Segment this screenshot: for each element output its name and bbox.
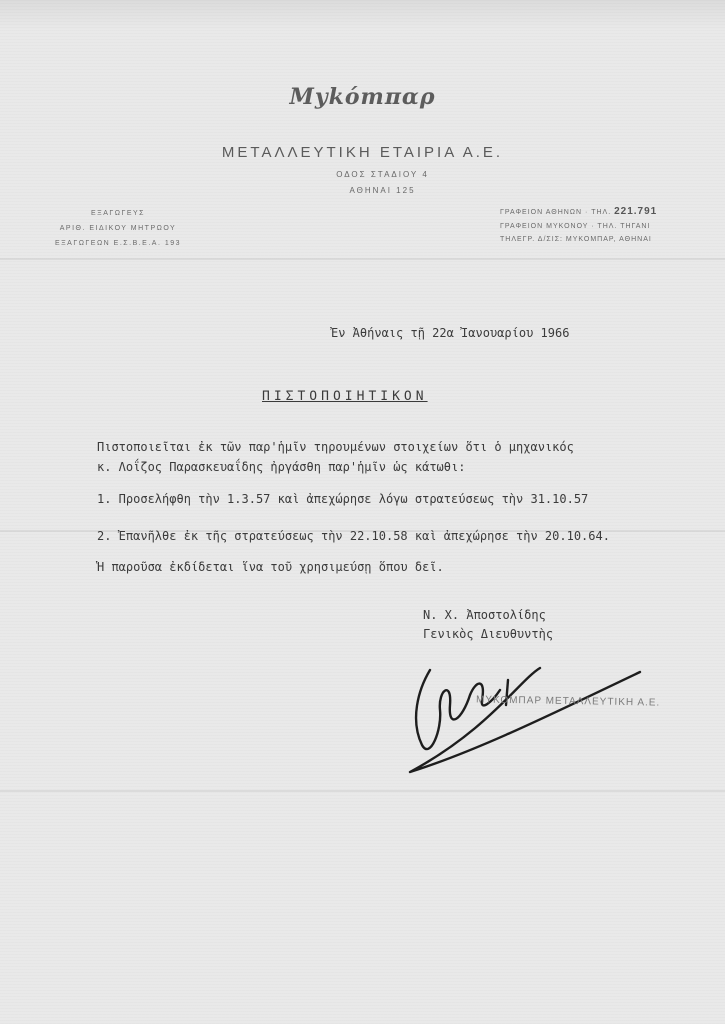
contact-info [500, 206, 690, 249]
company-name: ΜΕΤΑΛΛΕΥΤΙΚΗ ΕΤΑΙΡΙΑ Α.Ε. [221, 144, 504, 161]
company-logo: Μykόmπαρ [289, 84, 436, 110]
address-street: ΟΔΟΣ ΣΤΑΔΙΟΥ 4 [336, 170, 429, 179]
employment-item-1: 1. Προσελήφθη τὴν 1.3.57 καὶ ἀπεχώρησε λόγω στρατεύσεως τὴν 31.10.57 [97, 492, 589, 506]
athens-phone: 221.791 [614, 206, 658, 217]
exporter-line: ΑΡΙΘ. ΕΙΔΙΚΟΥ ΜΗΤΡΩΟΥ [59, 225, 177, 232]
handwritten-signature [390, 650, 650, 780]
signer-name: Ν. Χ. Ἀποστολίδης [423, 608, 546, 622]
letter-date: Ἐν Ἀθήναις τῇ 22α Ἰανουαρίου 1966 [331, 326, 570, 340]
exporter-line: ΕΞΑΓΩΓΕΥΣ [91, 210, 145, 217]
closing-sentence: Ἡ παροῦσα ἐκδίδεται ἵνα τοῦ χρησιμεύσῃ ὅπου δεῖ. [97, 560, 444, 574]
company-stamp: ΜΥΚΟΜΠΑΡ ΜΕΤΑΛΛΕΥΤΙΚΗ Α.Ε. [475, 694, 661, 709]
employment-item-2: 2. Ἐπανῆλθε ἐκ τῆς στρατεύσεως τὴν 22.10.58 καὶ ἀπεχώρησε τὴν 20.10.64. [97, 529, 610, 543]
paper-fold [0, 790, 725, 792]
exporter-info [28, 210, 208, 255]
exporter-line: ΕΞΑΓΩΓΕΩΝ Ε.Σ.Β.Ε.Α. 193 [54, 240, 182, 247]
paper-fold [0, 258, 725, 260]
body-paragraph-line: Πιστοποιεῖται ἐκ τῶν παρ'ἡμῖν τηρουμένων στοιχείων ὅτι ὁ μηχανικός [97, 440, 574, 454]
signer-title: Γενικὸς Διευθυντὴς [423, 627, 554, 641]
document-title: ΠΙΣΤΟΠΟΙΗΤΙΚΟΝ [262, 389, 428, 404]
address-city: ΑΘΗΝΑΙ 125 [349, 186, 416, 195]
body-paragraph-line: κ. Λοΐζος Παρασκευαΐδης ἠργάσθη παρ'ἡμῖν ὡς κάτωθι: [97, 460, 466, 474]
athens-office-line [500, 206, 690, 217]
athens-office-label: ΓΡΑΦΕΙΟΝ ΑΘΗΝΩΝ · ΤΗΛ. [500, 209, 612, 216]
telegram-line: ΤΗΛΕΓΡ. Δ/ΣΙΣ: ΜΥΚΟΜΠΑΡ, ΑΘΗΝΑΙ [500, 236, 652, 243]
mykonos-office-line: ΓΡΑΦΕΙΟΝ ΜΥΚΟΝΟΥ · ΤΗΛ. ΤΗΓΑΝΙ [500, 223, 651, 230]
